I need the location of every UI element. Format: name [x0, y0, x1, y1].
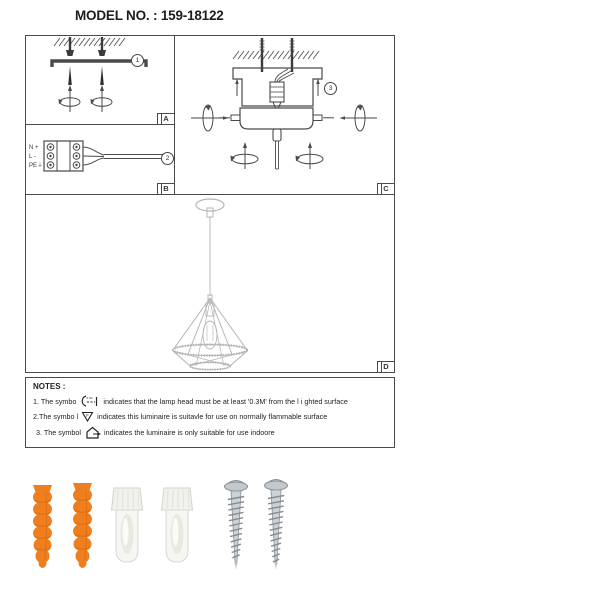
note-item-1 [33, 395, 387, 407]
notes-section [25, 377, 395, 448]
f-mark-triangle-icon [81, 411, 94, 422]
ceiling-anchor-icon [66, 37, 106, 56]
step-number-badge: 2 [161, 152, 174, 165]
ceiling-hatch [54, 38, 125, 46]
mounting-screw-image-2 [261, 476, 291, 571]
stem-rotation-arrows [230, 142, 323, 169]
svg-text:0.3m: 0.3m [86, 396, 94, 400]
side-screw-arrows [219, 79, 334, 118]
canopy-attachment-diagram [175, 36, 393, 193]
wire-connector-cap-image-2 [158, 486, 196, 566]
note-3-prefix: 3. The symbol [36, 428, 82, 437]
mounting-screw-image-1 [221, 477, 251, 571]
side-rotation-arrows [191, 105, 377, 131]
pendant-stem [273, 129, 281, 169]
label-live: L - [29, 153, 36, 160]
step-number-badge: 3 [324, 82, 337, 95]
wire-connector-block [270, 82, 284, 108]
canopy-plate [231, 108, 322, 129]
label-earth: PE⏚ [29, 162, 44, 169]
wall-anchor-image-2 [70, 481, 95, 569]
section-tab-b: B [157, 183, 175, 195]
note-2-prefix: 2.The symbo l [33, 412, 79, 421]
supply-cable [83, 147, 165, 165]
section-tab-d: D [377, 361, 395, 373]
model-number-title: MODEL NO. : 159-18122 [75, 8, 224, 23]
section-tab-a: A [157, 113, 175, 125]
step-number-badge: 1 [131, 54, 144, 67]
notes-heading: NOTES : [33, 382, 66, 391]
note-2-text: indicates this luminaire is suitavle for use on normally flammable surface [97, 412, 328, 421]
ceiling-canopy [196, 199, 224, 217]
note-item-2 [33, 411, 387, 422]
svg-text:F: F [86, 413, 89, 419]
section-tab-c: C [377, 183, 395, 195]
label-neutral: N + [29, 144, 39, 151]
pendant-lamp-drawing [26, 195, 393, 371]
note-1-text: indicates that the lamp head must be at least '0.3M' from the l i ghted surface [103, 396, 348, 406]
bracket-mounting-diagram [26, 36, 173, 123]
rotation-arrows [59, 85, 113, 112]
panel-finished-pendant [25, 194, 395, 374]
ceiling-hatch [233, 51, 319, 59]
screws-pointing-up [68, 66, 104, 85]
wire-terminal-labels [29, 145, 43, 169]
terminal-block [44, 141, 83, 171]
panel-step3-canopy-attachment [174, 35, 396, 195]
panel-step1-bracket-mounting [25, 35, 175, 125]
wall-anchor-image-1 [30, 483, 55, 569]
note-3-text: indicates the luminaire is only suitable for use indoore [104, 428, 275, 437]
note-item-3 [33, 426, 387, 439]
panel-step2-wiring [25, 124, 175, 196]
threaded-rods [259, 38, 294, 72]
indoor-use-house-icon [84, 426, 101, 439]
lamp-min-distance-icon [79, 395, 100, 407]
note-1-prefix: 1. The symbo [33, 396, 77, 406]
diamond-cage-shade [173, 295, 247, 370]
wire-connector-cap-image-1 [108, 486, 146, 566]
terminal-block-wiring-diagram [26, 125, 173, 193]
